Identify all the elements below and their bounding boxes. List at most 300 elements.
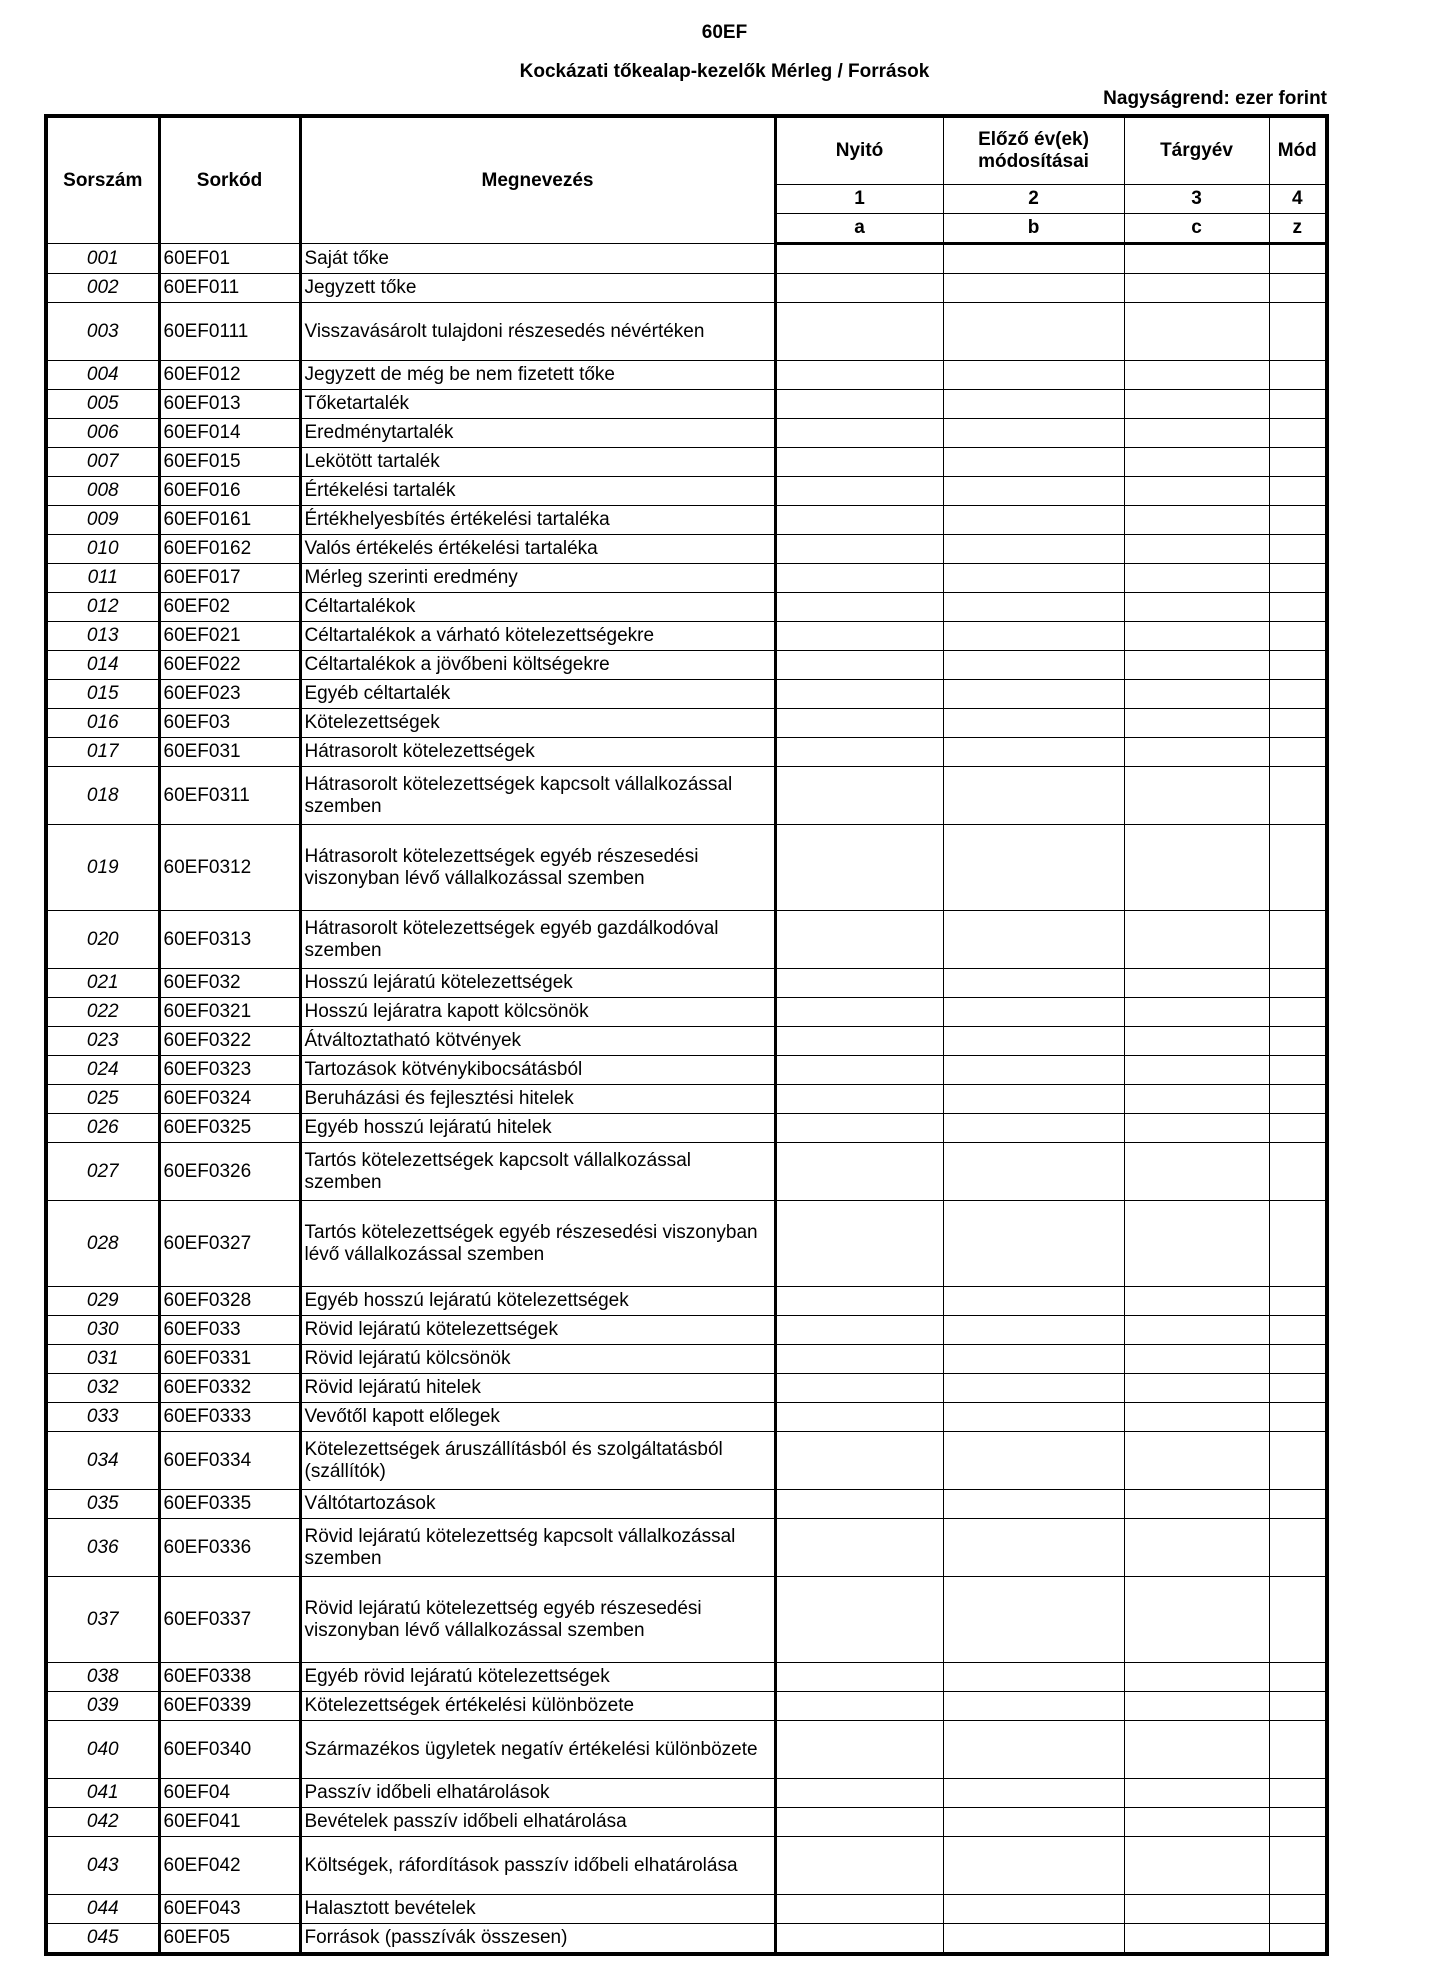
row-sorszam: 014 (46, 651, 159, 680)
cell-mod[interactable] (1269, 651, 1327, 680)
table-row (46, 1085, 1327, 1114)
cell-elozo[interactable] (943, 390, 1124, 419)
row-sorkod: 60EF0325 (159, 1114, 300, 1143)
cell-targyev[interactable] (1124, 651, 1269, 680)
table-row (46, 564, 1327, 593)
cell-nyito[interactable] (775, 1924, 943, 1955)
cell-elozo[interactable] (943, 969, 1124, 998)
cell-mod[interactable] (1269, 1432, 1327, 1490)
row-megnevezes: Egyéb hosszú lejáratú kötelezettségek (300, 1287, 775, 1316)
cell-elozo[interactable] (943, 506, 1124, 535)
cell-elozo[interactable] (943, 1403, 1124, 1432)
cell-elozo[interactable] (943, 1287, 1124, 1316)
row-sorszam: 016 (46, 709, 159, 738)
header-elozo-line1: Előző év(ek) (978, 129, 1089, 150)
row-megnevezes: Céltartalékok a várható kötelezettségekre (300, 622, 775, 651)
row-sorkod: 60EF017 (159, 564, 300, 593)
row-megnevezes: Céltartalékok a jövőbeni költségekre (300, 651, 775, 680)
cell-targyev[interactable] (1124, 303, 1269, 361)
cell-targyev[interactable] (1124, 1837, 1269, 1895)
cell-elozo[interactable] (943, 767, 1124, 825)
cell-targyev[interactable] (1124, 998, 1269, 1027)
cell-mod[interactable] (1269, 767, 1327, 825)
cell-elozo[interactable] (943, 1577, 1124, 1663)
cell-mod[interactable] (1269, 911, 1327, 969)
cell-nyito[interactable] (775, 998, 943, 1027)
table-row (46, 911, 1327, 969)
cell-elozo[interactable] (943, 709, 1124, 738)
cell-elozo[interactable] (943, 1519, 1124, 1577)
row-sorkod: 60EF023 (159, 680, 300, 709)
cell-targyev[interactable] (1124, 506, 1269, 535)
row-sorkod: 60EF0338 (159, 1663, 300, 1692)
cell-nyito[interactable] (775, 1721, 943, 1779)
row-megnevezes: Tartós kötelezettségek kapcsolt vállalkozással szemben (300, 1143, 775, 1201)
row-sorkod: 60EF043 (159, 1895, 300, 1924)
row-megnevezes: Egyéb céltartalék (300, 680, 775, 709)
cell-mod[interactable] (1269, 390, 1327, 419)
cell-nyito[interactable] (775, 1837, 943, 1895)
cell-targyev[interactable] (1124, 680, 1269, 709)
row-sorszam: 012 (46, 593, 159, 622)
row-sorszam: 030 (46, 1316, 159, 1345)
cell-elozo[interactable] (943, 911, 1124, 969)
table-row (46, 244, 1327, 274)
cell-nyito[interactable] (775, 969, 943, 998)
cell-targyev[interactable] (1124, 1692, 1269, 1721)
row-sorszam: 015 (46, 680, 159, 709)
cell-targyev[interactable] (1124, 477, 1269, 506)
cell-targyev[interactable] (1124, 969, 1269, 998)
cell-targyev[interactable] (1124, 1403, 1269, 1432)
cell-targyev[interactable] (1124, 1924, 1269, 1955)
header-num-3: 3 (1124, 185, 1269, 214)
table-row (46, 969, 1327, 998)
row-sorkod: 60EF0313 (159, 911, 300, 969)
cell-nyito[interactable] (775, 535, 943, 564)
row-sorkod: 60EF012 (159, 361, 300, 390)
cell-targyev[interactable] (1124, 361, 1269, 390)
cell-mod[interactable] (1269, 1519, 1327, 1577)
cell-targyev[interactable] (1124, 1316, 1269, 1345)
cell-elozo[interactable] (943, 1895, 1124, 1924)
header-sorkod: Sorkód (159, 116, 300, 244)
row-megnevezes: Egyéb rövid lejáratú kötelezettségek (300, 1663, 775, 1692)
row-megnevezes: Kötelezettségek értékelési különbözete (300, 1692, 775, 1721)
cell-nyito[interactable] (775, 1779, 943, 1808)
cell-targyev[interactable] (1124, 448, 1269, 477)
cell-mod[interactable] (1269, 448, 1327, 477)
cell-elozo[interactable] (943, 1808, 1124, 1837)
header-mod: Mód (1269, 116, 1327, 185)
row-megnevezes: Valós értékelés értékelési tartaléka (300, 535, 775, 564)
row-megnevezes: Mérleg szerinti eredmény (300, 564, 775, 593)
cell-mod[interactable] (1269, 1577, 1327, 1663)
table-row (46, 303, 1327, 361)
cell-elozo[interactable] (943, 1721, 1124, 1779)
row-megnevezes: Beruházási és fejlesztési hitelek (300, 1085, 775, 1114)
table-row (46, 651, 1327, 680)
cell-mod[interactable] (1269, 1837, 1327, 1895)
cell-elozo[interactable] (943, 303, 1124, 361)
table-row (46, 477, 1327, 506)
row-sorkod: 60EF0336 (159, 1519, 300, 1577)
row-sorszam: 013 (46, 622, 159, 651)
row-megnevezes: Hosszú lejáratra kapott kölcsönök (300, 998, 775, 1027)
cell-targyev[interactable] (1124, 535, 1269, 564)
row-sorszam: 025 (46, 1085, 159, 1114)
cell-nyito[interactable] (775, 622, 943, 651)
row-sorkod: 60EF0340 (159, 1721, 300, 1779)
cell-targyev[interactable] (1124, 1027, 1269, 1056)
cell-elozo[interactable] (943, 1027, 1124, 1056)
row-sorszam: 001 (46, 244, 159, 274)
cell-targyev[interactable] (1124, 1490, 1269, 1519)
cell-targyev[interactable] (1124, 593, 1269, 622)
cell-targyev[interactable] (1124, 709, 1269, 738)
cell-nyito[interactable] (775, 303, 943, 361)
row-sorszam: 038 (46, 1663, 159, 1692)
table-header (46, 116, 1327, 244)
row-sorszam: 041 (46, 1779, 159, 1808)
cell-nyito[interactable] (775, 738, 943, 767)
cell-targyev[interactable] (1124, 1056, 1269, 1085)
cell-nyito[interactable] (775, 1577, 943, 1663)
cell-nyito[interactable] (775, 1027, 943, 1056)
cell-targyev[interactable] (1124, 390, 1269, 419)
cell-targyev[interactable] (1124, 622, 1269, 651)
row-sorszam: 042 (46, 1808, 159, 1837)
cell-mod[interactable] (1269, 1143, 1327, 1201)
table-row (46, 1403, 1327, 1432)
row-sorkod: 60EF011 (159, 274, 300, 303)
cell-elozo[interactable] (943, 1316, 1124, 1345)
cell-targyev[interactable] (1124, 564, 1269, 593)
cell-mod[interactable] (1269, 274, 1327, 303)
header-nyito: Nyitó (775, 116, 943, 185)
row-megnevezes: Források (passzívák összesen) (300, 1924, 775, 1955)
table-row (46, 680, 1327, 709)
cell-targyev[interactable] (1124, 767, 1269, 825)
row-sorkod: 60EF016 (159, 477, 300, 506)
row-megnevezes: Jegyzett tőke (300, 274, 775, 303)
cell-mod[interactable] (1269, 622, 1327, 651)
row-megnevezes: Kötelezettségek (300, 709, 775, 738)
cell-mod[interactable] (1269, 1201, 1327, 1287)
row-sorszam: 007 (46, 448, 159, 477)
cell-elozo[interactable] (943, 477, 1124, 506)
row-sorszam: 036 (46, 1519, 159, 1577)
table-row (46, 535, 1327, 564)
cell-mod[interactable] (1269, 535, 1327, 564)
row-sorkod: 60EF0162 (159, 535, 300, 564)
cell-mod[interactable] (1269, 1808, 1327, 1837)
cell-nyito[interactable] (775, 244, 943, 274)
unit-label: Nagyságrend: ezer forint (1103, 88, 1327, 109)
cell-nyito[interactable] (775, 477, 943, 506)
row-sorszam: 043 (46, 1837, 159, 1895)
cell-nyito[interactable] (775, 390, 943, 419)
row-megnevezes: Halasztott bevételek (300, 1895, 775, 1924)
row-sorszam: 019 (46, 825, 159, 911)
cell-targyev[interactable] (1124, 1895, 1269, 1924)
cell-mod[interactable] (1269, 1027, 1327, 1056)
cell-nyito[interactable] (775, 1316, 943, 1345)
row-megnevezes: Váltótartozások (300, 1490, 775, 1519)
cell-targyev[interactable] (1124, 1374, 1269, 1403)
cell-nyito[interactable] (775, 1085, 943, 1114)
row-sorkod: 60EF013 (159, 390, 300, 419)
cell-elozo[interactable] (943, 998, 1124, 1027)
cell-targyev[interactable] (1124, 1519, 1269, 1577)
cell-mod[interactable] (1269, 709, 1327, 738)
cell-targyev[interactable] (1124, 738, 1269, 767)
row-sorszam: 023 (46, 1027, 159, 1056)
row-megnevezes: Kötelezettségek áruszállításból és szolgáltatásból (szállítók) (300, 1432, 775, 1490)
cell-elozo[interactable] (943, 1114, 1124, 1143)
cell-nyito[interactable] (775, 448, 943, 477)
cell-targyev[interactable] (1124, 1779, 1269, 1808)
cell-elozo[interactable] (943, 274, 1124, 303)
cell-elozo[interactable] (943, 1692, 1124, 1721)
cell-targyev[interactable] (1124, 244, 1269, 274)
cell-nyito[interactable] (775, 564, 943, 593)
table-row (46, 419, 1327, 448)
cell-nyito[interactable] (775, 1519, 943, 1577)
cell-nyito[interactable] (775, 1490, 943, 1519)
cell-elozo[interactable] (943, 244, 1124, 274)
cell-nyito[interactable] (775, 911, 943, 969)
row-sorkod: 60EF0339 (159, 1692, 300, 1721)
cell-nyito[interactable] (775, 651, 943, 680)
table-row (46, 1056, 1327, 1085)
cell-elozo[interactable] (943, 448, 1124, 477)
cell-nyito[interactable] (775, 274, 943, 303)
row-sorszam: 044 (46, 1895, 159, 1924)
row-sorkod: 60EF02 (159, 593, 300, 622)
row-sorkod: 60EF05 (159, 1924, 300, 1955)
cell-elozo[interactable] (943, 1201, 1124, 1287)
cell-elozo[interactable] (943, 1924, 1124, 1955)
cell-mod[interactable] (1269, 1085, 1327, 1114)
cell-nyito[interactable] (775, 419, 943, 448)
cell-elozo[interactable] (943, 419, 1124, 448)
cell-mod[interactable] (1269, 1779, 1327, 1808)
cell-targyev[interactable] (1124, 1114, 1269, 1143)
row-sorkod: 60EF0312 (159, 825, 300, 911)
cell-targyev[interactable] (1124, 911, 1269, 969)
cell-nyito[interactable] (775, 1114, 943, 1143)
row-sorszam: 034 (46, 1432, 159, 1490)
cell-nyito[interactable] (775, 1692, 943, 1721)
row-sorkod: 60EF014 (159, 419, 300, 448)
row-sorkod: 60EF03 (159, 709, 300, 738)
cell-mod[interactable] (1269, 1056, 1327, 1085)
cell-elozo[interactable] (943, 680, 1124, 709)
row-sorszam: 006 (46, 419, 159, 448)
cell-elozo[interactable] (943, 1779, 1124, 1808)
cell-mod[interactable] (1269, 1316, 1327, 1345)
table-row (46, 622, 1327, 651)
cell-elozo[interactable] (943, 361, 1124, 390)
cell-mod[interactable] (1269, 969, 1327, 998)
row-sorkod: 60EF0335 (159, 1490, 300, 1519)
cell-targyev[interactable] (1124, 419, 1269, 448)
cell-elozo[interactable] (943, 1490, 1124, 1519)
cell-mod[interactable] (1269, 361, 1327, 390)
cell-mod[interactable] (1269, 1114, 1327, 1143)
row-sorkod: 60EF0161 (159, 506, 300, 535)
row-sorkod: 60EF0333 (159, 1403, 300, 1432)
row-sorkod: 60EF032 (159, 969, 300, 998)
row-sorszam: 010 (46, 535, 159, 564)
cell-targyev[interactable] (1124, 1721, 1269, 1779)
row-megnevezes: Rövid lejáratú kötelezettség egyéb részesedési viszonyban lévő vállalkozással szemben (300, 1577, 775, 1663)
form-code: 60EF (701, 22, 748, 43)
cell-mod[interactable] (1269, 593, 1327, 622)
cell-mod[interactable] (1269, 419, 1327, 448)
cell-mod[interactable] (1269, 998, 1327, 1027)
header-elozo-line2: módosításai (978, 151, 1089, 172)
cell-elozo[interactable] (943, 622, 1124, 651)
cell-targyev[interactable] (1124, 1432, 1269, 1490)
row-sorkod: 60EF0322 (159, 1027, 300, 1056)
cell-mod[interactable] (1269, 680, 1327, 709)
cell-nyito[interactable] (775, 593, 943, 622)
cell-mod[interactable] (1269, 477, 1327, 506)
row-sorszam: 011 (46, 564, 159, 593)
row-megnevezes: Céltartalékok (300, 593, 775, 622)
cell-elozo[interactable] (943, 1143, 1124, 1201)
cell-nyito[interactable] (775, 1374, 943, 1403)
cell-targyev[interactable] (1124, 274, 1269, 303)
cell-mod[interactable] (1269, 1663, 1327, 1692)
cell-elozo[interactable] (943, 1345, 1124, 1374)
row-sorszam: 031 (46, 1345, 159, 1374)
cell-targyev[interactable] (1124, 1287, 1269, 1316)
cell-elozo[interactable] (943, 651, 1124, 680)
cell-nyito[interactable] (775, 1287, 943, 1316)
row-sorkod: 60EF0328 (159, 1287, 300, 1316)
cell-targyev[interactable] (1124, 825, 1269, 911)
cell-nyito[interactable] (775, 1345, 943, 1374)
cell-elozo[interactable] (943, 825, 1124, 911)
cell-elozo[interactable] (943, 1056, 1124, 1085)
row-megnevezes: Hosszú lejáratú kötelezettségek (300, 969, 775, 998)
cell-targyev[interactable] (1124, 1143, 1269, 1201)
cell-elozo[interactable] (943, 564, 1124, 593)
cell-mod[interactable] (1269, 506, 1327, 535)
table-row (46, 1692, 1327, 1721)
row-sorszam: 020 (46, 911, 159, 969)
cell-elozo[interactable] (943, 738, 1124, 767)
cell-targyev[interactable] (1124, 1663, 1269, 1692)
table-row (46, 767, 1327, 825)
row-sorkod: 60EF0324 (159, 1085, 300, 1114)
cell-targyev[interactable] (1124, 1577, 1269, 1663)
row-sorkod: 60EF0321 (159, 998, 300, 1027)
cell-elozo[interactable] (943, 1837, 1124, 1895)
header-num-2: 2 (943, 185, 1124, 214)
table-row (46, 1837, 1327, 1895)
table-row (46, 361, 1327, 390)
cell-targyev[interactable] (1124, 1085, 1269, 1114)
cell-mod[interactable] (1269, 1403, 1327, 1432)
cell-nyito[interactable] (775, 709, 943, 738)
cell-mod[interactable] (1269, 244, 1327, 274)
header-megnevezes: Megnevezés (300, 116, 775, 244)
row-sorszam: 040 (46, 1721, 159, 1779)
row-sorszam: 027 (46, 1143, 159, 1201)
row-megnevezes: Rövid lejáratú kötelezettségek (300, 1316, 775, 1345)
cell-nyito[interactable] (775, 1403, 943, 1432)
cell-nyito[interactable] (775, 1143, 943, 1201)
table-row (46, 1287, 1327, 1316)
row-sorkod: 60EF01 (159, 244, 300, 274)
cell-mod[interactable] (1269, 1721, 1327, 1779)
cell-nyito[interactable] (775, 825, 943, 911)
cell-targyev[interactable] (1124, 1345, 1269, 1374)
cell-mod[interactable] (1269, 1287, 1327, 1316)
row-megnevezes: Tőketartalék (300, 390, 775, 419)
cell-elozo[interactable] (943, 593, 1124, 622)
cell-mod[interactable] (1269, 738, 1327, 767)
cell-targyev[interactable] (1124, 1201, 1269, 1287)
row-sorszam: 033 (46, 1403, 159, 1432)
cell-mod[interactable] (1269, 1490, 1327, 1519)
row-megnevezes: Jegyzett de még be nem fizetett tőke (300, 361, 775, 390)
cell-nyito[interactable] (775, 1432, 943, 1490)
cell-mod[interactable] (1269, 303, 1327, 361)
cell-mod[interactable] (1269, 1374, 1327, 1403)
cell-mod[interactable] (1269, 564, 1327, 593)
cell-mod[interactable] (1269, 1692, 1327, 1721)
table-row (46, 1345, 1327, 1374)
cell-mod[interactable] (1269, 1345, 1327, 1374)
cell-elozo[interactable] (943, 1432, 1124, 1490)
row-megnevezes: Rövid lejáratú kötelezettség kapcsolt vállalkozással szemben (300, 1519, 775, 1577)
row-sorszam: 005 (46, 390, 159, 419)
header-letter-z: z (1269, 214, 1327, 244)
table-row (46, 448, 1327, 477)
cell-elozo[interactable] (943, 1374, 1124, 1403)
cell-elozo[interactable] (943, 535, 1124, 564)
row-sorszam: 008 (46, 477, 159, 506)
header-elozo (943, 116, 1124, 185)
table-row (46, 274, 1327, 303)
row-sorkod: 60EF042 (159, 1837, 300, 1895)
cell-nyito[interactable] (775, 680, 943, 709)
cell-mod[interactable] (1269, 1895, 1327, 1924)
table-row (46, 1201, 1327, 1287)
cell-mod[interactable] (1269, 1924, 1327, 1955)
row-megnevezes: Lekötött tartalék (300, 448, 775, 477)
cell-nyito[interactable] (775, 767, 943, 825)
row-sorszam: 032 (46, 1374, 159, 1403)
cell-nyito[interactable] (775, 1201, 943, 1287)
cell-mod[interactable] (1269, 825, 1327, 911)
cell-nyito[interactable] (775, 1895, 943, 1924)
cell-nyito[interactable] (775, 506, 943, 535)
cell-nyito[interactable] (775, 1056, 943, 1085)
cell-nyito[interactable] (775, 361, 943, 390)
table-row (46, 1779, 1327, 1808)
cell-nyito[interactable] (775, 1663, 943, 1692)
cell-elozo[interactable] (943, 1663, 1124, 1692)
cell-targyev[interactable] (1124, 1808, 1269, 1837)
cell-nyito[interactable] (775, 1808, 943, 1837)
cell-elozo[interactable] (943, 1085, 1124, 1114)
